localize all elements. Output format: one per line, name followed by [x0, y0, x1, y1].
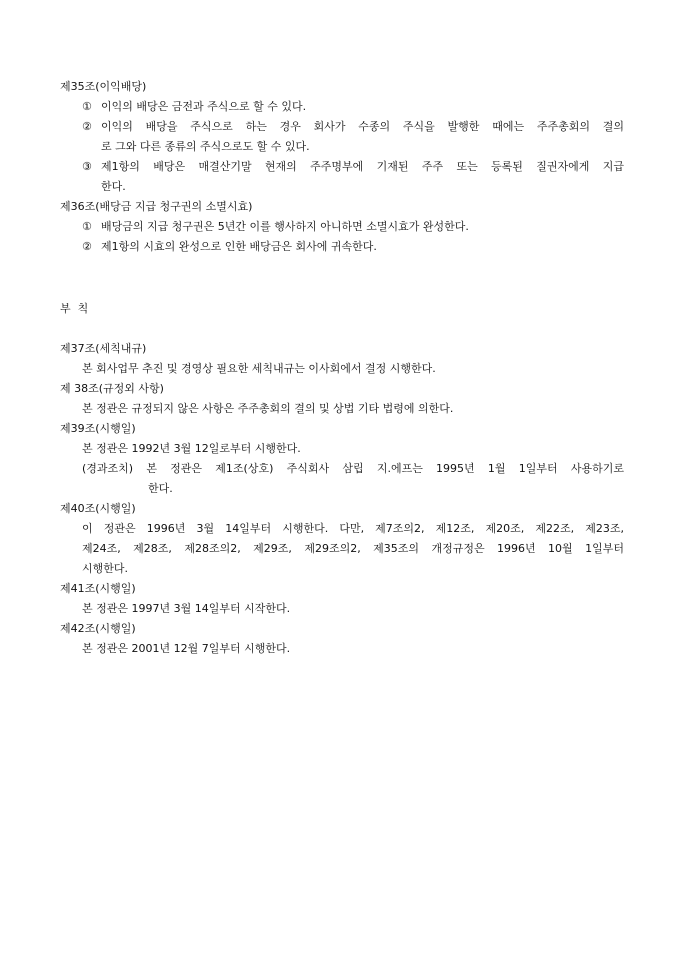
article-heading: 제39조(시행일): [60, 422, 136, 435]
section-title: 부 칙: [60, 302, 89, 315]
clause-item: [60, 217, 624, 237]
article-38: [60, 379, 624, 419]
clause-text: 제1항의 시효의 완성으로 인한 배당금은 회사에 귀속한다.: [101, 240, 377, 253]
article-heading: 제41조(시행일): [60, 582, 136, 595]
article-body: 이 정관은 1996년 3월 14일부터 시행한다. 다만, 제7조의2, 제12조, 제20조, 제22조, 제23조,: [82, 522, 624, 535]
clause-continuation: 로 그와 다른 종류의 주식으로도 할 수 있다.: [101, 140, 310, 153]
clause-continuation: 한다.: [101, 180, 126, 193]
transitional-measure-continuation: 한다.: [148, 482, 173, 495]
article-40: [60, 499, 624, 579]
article-37: [60, 339, 624, 379]
article-body: 본 정관은 1997년 3월 14일부터 시작한다.: [82, 602, 291, 615]
article-heading: 제36조(배당금 지급 청구권의 소멸시효): [60, 200, 253, 213]
clause-item: [60, 237, 624, 257]
article-body: 본 정관은 1992년 3월 12일로부터 시행한다.: [82, 442, 301, 455]
clause-text: 배당금의 지급 청구권은 5년간 이를 행사하지 아니하면 소멸시효가 완성한다.: [101, 220, 469, 233]
clause-item: [60, 157, 624, 177]
transitional-measure: (경과조치) 본 정관은 제1조(상호) 주식회사 삼립 지.에프는 1995년 1월 1일부터 사용하기로: [82, 462, 624, 475]
article-41: [60, 579, 624, 619]
article-body-continuation: 제24조, 제28조, 제28조의2, 제29조, 제29조의2, 제35조의 개정규정은 1996년 10월 1일부터: [82, 542, 624, 555]
article-heading: 제40조(시행일): [60, 502, 136, 515]
article-heading: 제35조(이익배당): [60, 80, 147, 93]
article-body: 본 정관은 2001년 12월 7일부터 시행한다.: [82, 642, 291, 655]
clause-item: [60, 97, 624, 117]
clause-text: 제1항의 배당은 매결산기말 현재의 주주명부에 기재된 주주 또는 등록된 질권자에게 지급: [101, 160, 624, 173]
article-body-continuation: 시행한다.: [82, 562, 129, 575]
article-heading: 제42조(시행일): [60, 622, 136, 635]
article-body: 본 회사업무 추진 및 경영상 필요한 세칙내규는 이사회에서 결정 시행한다.: [82, 362, 436, 375]
clause-marker: ①: [82, 100, 92, 113]
article-35: [60, 77, 624, 197]
article-39: [60, 419, 624, 499]
article-heading: 제 38조(규정외 사항): [60, 382, 164, 395]
article-body: 본 정관은 규정되지 않은 사항은 주주총회의 결의 및 상법 기타 법령에 의한다.: [82, 402, 454, 415]
article-heading: 제37조(세칙내규): [60, 342, 147, 355]
clause-marker: ②: [82, 120, 92, 133]
article-36: [60, 197, 624, 257]
clause-marker: ②: [82, 240, 92, 253]
clause-text: 이익의 배당은 금전과 주식으로 할 수 있다.: [101, 100, 307, 113]
clause-marker: ③: [82, 160, 92, 173]
article-42: [60, 619, 624, 659]
clause-text: 이익의 배당을 주식으로 하는 경우 회사가 수종의 주식을 발행한 때에는 주주총회의 결의: [101, 120, 624, 133]
supplementary-provisions: [60, 299, 624, 319]
clause-marker: ①: [82, 220, 92, 233]
clause-item: [60, 117, 624, 137]
